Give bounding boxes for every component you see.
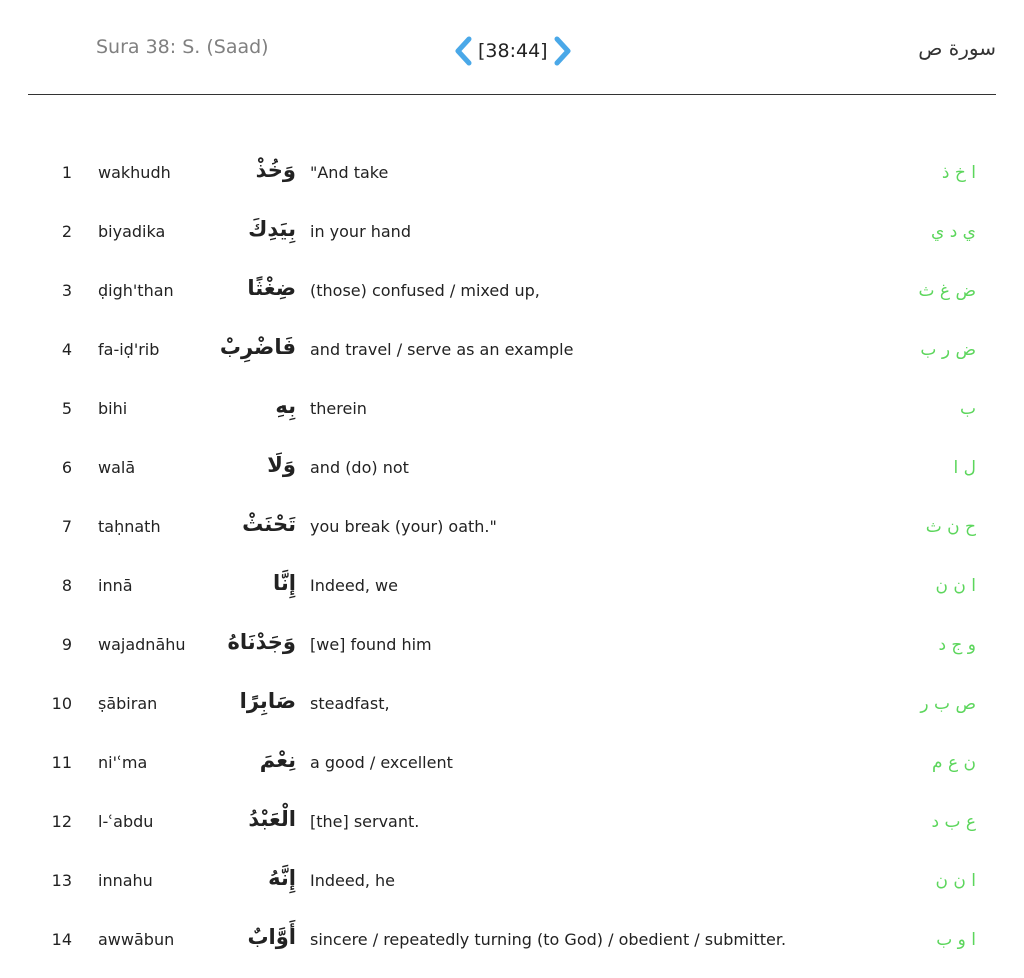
word-transliteration: innā	[98, 576, 133, 595]
word-translation: and travel / serve as an example	[310, 340, 574, 359]
word-arabic: وَجَدْنَاهُ	[227, 630, 296, 654]
word-translation: (those) confused / mixed up,	[310, 281, 540, 300]
word-arabic: أَوَّابٌ	[247, 925, 296, 949]
word-number: 7	[61, 517, 72, 536]
word-arabic: بِيَدِكَ	[248, 217, 296, 241]
word-translation: [we] found him	[310, 635, 432, 654]
word-transliteration: ḍigh'than	[98, 281, 174, 300]
chevron-left-icon	[454, 36, 472, 66]
word-number: 3	[61, 281, 72, 300]
word-translation: therein	[310, 399, 367, 418]
word-translation: you break (your) oath."	[310, 517, 497, 536]
word-row[interactable]	[0, 558, 1024, 617]
word-row[interactable]	[0, 676, 1024, 735]
word-arabic: تَحْنَثْ	[242, 512, 296, 536]
word-translation: steadfast,	[310, 694, 390, 713]
chevron-right-icon	[554, 36, 572, 66]
word-transliteration: biyadika	[98, 222, 166, 241]
word-translation: and (do) not	[310, 458, 409, 477]
sura-title: Sura 38: S. (Saad)	[96, 36, 269, 58]
word-root-letters[interactable]: ض غ ث	[918, 281, 976, 301]
word-transliteration: l-ʿabdu	[98, 812, 154, 831]
word-number: 6	[61, 458, 72, 477]
word-row[interactable]	[0, 440, 1024, 499]
previous-verse-button[interactable]	[452, 34, 474, 68]
word-number: 2	[61, 222, 72, 241]
word-root-letters[interactable]: ن ع م	[932, 753, 976, 773]
word-root-letters[interactable]: ا ن ن	[935, 576, 976, 596]
header	[0, 0, 1024, 96]
word-row[interactable]	[0, 322, 1024, 381]
word-root-letters[interactable]: ا و ب	[936, 930, 976, 950]
word-arabic: ضِغْثًا	[247, 276, 296, 300]
word-number: 10	[51, 694, 72, 713]
word-arabic: وَلَا	[267, 453, 296, 477]
word-root-letters[interactable]: ا ن ن	[935, 871, 976, 891]
word-transliteration: awwābun	[98, 930, 175, 949]
word-transliteration: ṣābiran	[98, 694, 158, 713]
next-verse-button[interactable]	[552, 34, 574, 68]
word-root-letters[interactable]: ي د ي	[931, 222, 976, 242]
word-row[interactable]	[0, 617, 1024, 676]
word-root-letters[interactable]: ح ن ث	[925, 517, 976, 537]
word-number: 4	[61, 340, 72, 359]
word-row[interactable]	[0, 499, 1024, 558]
word-row[interactable]	[0, 912, 1024, 971]
word-number: 11	[51, 753, 72, 772]
word-root-letters[interactable]: ض ر ب	[920, 340, 976, 360]
word-number: 9	[61, 635, 72, 654]
word-root-letters[interactable]: ب	[959, 399, 976, 419]
word-arabic: وَخُذْ	[255, 158, 296, 182]
word-number: 5	[61, 399, 72, 418]
word-arabic: بِهِ	[275, 394, 296, 418]
word-root-letters[interactable]: ا خ ذ	[941, 163, 976, 183]
word-arabic: نِعْمَ	[259, 748, 296, 772]
word-row[interactable]	[0, 263, 1024, 322]
word-table	[0, 145, 1024, 971]
word-arabic: صَابِرًا	[239, 689, 296, 713]
word-transliteration: walā	[98, 458, 136, 477]
word-number: 1	[61, 163, 72, 182]
word-translation: [the] servant.	[310, 812, 420, 831]
verse-navigation	[452, 34, 574, 68]
word-row[interactable]	[0, 794, 1024, 853]
word-number: 8	[61, 576, 72, 595]
word-number: 13	[51, 871, 72, 890]
word-row[interactable]	[0, 735, 1024, 794]
word-root-letters[interactable]: و ج د	[938, 635, 976, 655]
word-translation: sincere / repeatedly turning (to God) / obedient / submitter.	[310, 930, 787, 949]
word-transliteration: taḥnath	[98, 517, 161, 536]
word-transliteration: wajadnāhu	[98, 635, 186, 654]
word-translation: "And take	[310, 163, 389, 182]
header-divider	[28, 94, 996, 95]
word-translation: Indeed, we	[310, 576, 398, 595]
word-arabic: إِنَّهُ	[268, 866, 296, 890]
word-transliteration: wakhudh	[98, 163, 171, 182]
word-root-letters[interactable]: ل ا	[953, 458, 976, 478]
word-arabic: الْعَبْدُ	[248, 807, 296, 831]
word-number: 12	[51, 812, 72, 831]
word-translation: Indeed, he	[310, 871, 396, 890]
word-translation: a good / excellent	[310, 753, 453, 772]
word-row[interactable]	[0, 853, 1024, 912]
verse-reference: [38:44]	[478, 40, 548, 62]
word-transliteration: ni'ʿma	[98, 753, 148, 772]
word-row[interactable]	[0, 381, 1024, 440]
word-transliteration: innahu	[98, 871, 153, 890]
word-root-letters[interactable]: ع ب د	[931, 812, 976, 832]
word-row[interactable]	[0, 145, 1024, 204]
word-number: 14	[51, 930, 72, 949]
word-root-letters[interactable]: ص ب ر	[920, 694, 976, 714]
word-row[interactable]	[0, 204, 1024, 263]
word-transliteration: bihi	[98, 399, 128, 418]
word-arabic: إِنَّا	[273, 571, 296, 595]
word-translation: in your hand	[310, 222, 411, 241]
word-transliteration: fa-iḍ'rib	[98, 340, 160, 359]
sura-arabic-title: سورة ص	[918, 36, 996, 60]
word-arabic: فَاضْرِبْ	[219, 335, 296, 359]
